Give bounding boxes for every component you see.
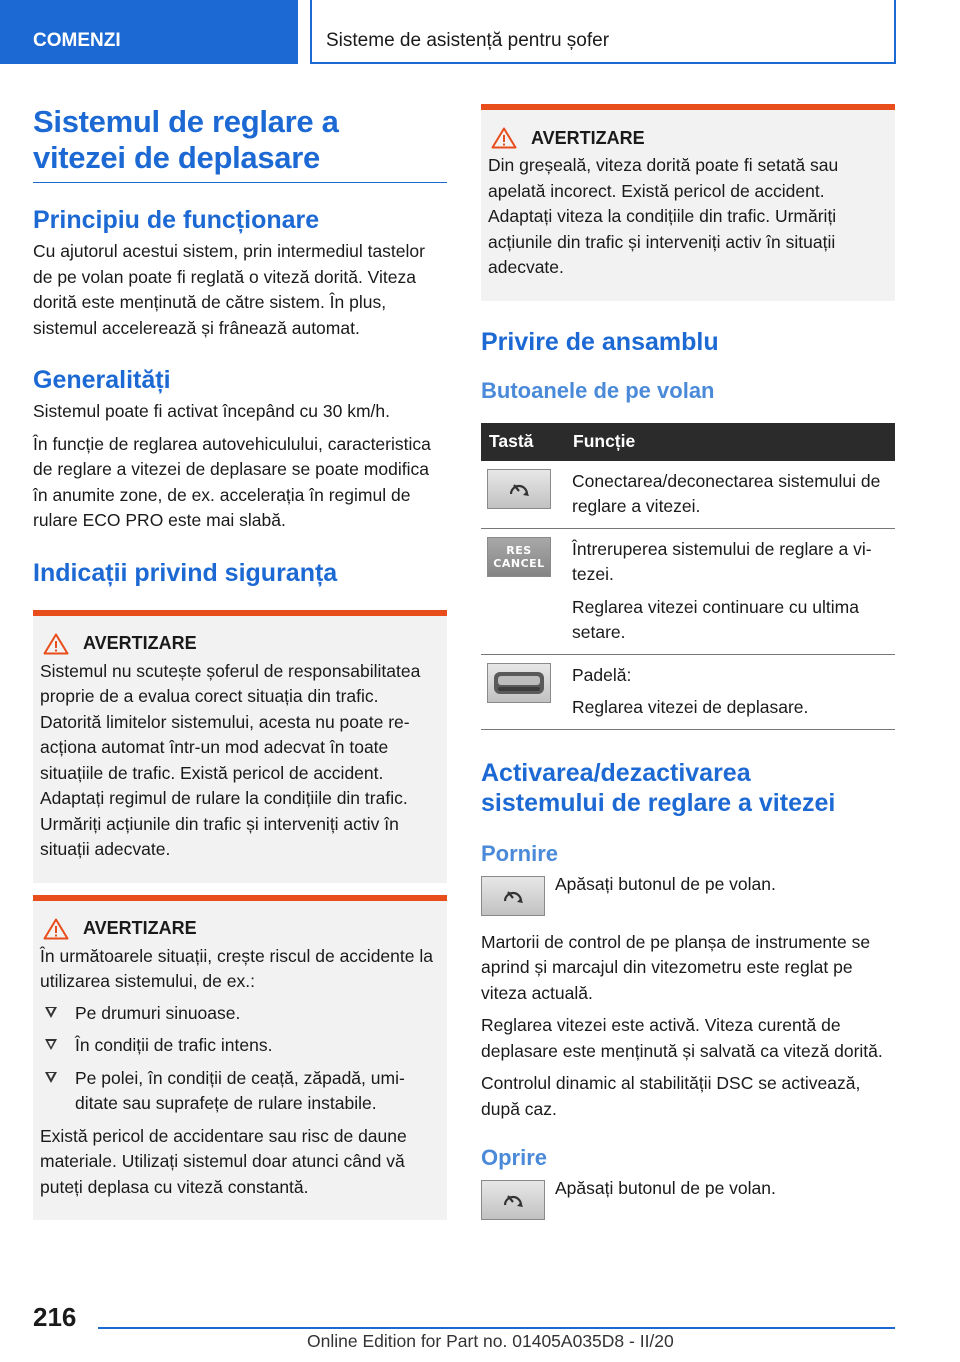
list-item-text: În condiții de trafic intens. [75,1035,273,1055]
warning-text: Din greșeală, viteza dorită poate fi setată sau apelată incorect. Există pericol de accident. Adaptați viteza la condițiile din trafic. Urmăriți acțiunile din trafic și interveniți activ în situații adecvate. [488,155,839,277]
pornire-button-row [481,873,895,916]
right-column [481,104,895,1220]
generalitati-text-1: Sistemul poate fi activat începând cu 30 km/h. [33,401,390,421]
cruise-control-icon [500,885,526,907]
table-row [481,654,895,729]
page-title [33,104,447,183]
footer-divider [98,1327,895,1329]
section-tab[interactable]: COMENZI [0,0,298,64]
rocker-button-image [487,663,551,703]
col-key-header: Tastă [481,423,565,461]
row2-text-2: Reglarea vitezei continuare cu ultima setare. [572,596,859,642]
keys-table [481,423,895,730]
cruise-button-image [481,1180,545,1220]
page-title-line2: vitezei de deplasare [33,140,320,175]
warning-text: Sistemul nu scutește șoferul de responsabilitatea proprie de a evalua corect situația din trafic. Datorită limitelor sistemului, acesta nu poate reacționa automat într-un mod adecvat în toate situațiile de trafic. Există pericol de accident. Adaptați regimul de rulare la condițiile din trafic. Urmăriți acțiunile din trafic și interveniți activ în situații adecvate. [40,660,421,859]
res-cancel-button-icon [487,537,551,577]
warning-intro: În următoarele situații, crește riscul de accidente la utilizarea sistemului, de ex.: [40,945,433,991]
warning-outro: Există pericol de accidentare sau risc de daune materiale. Utilizați sistemul doar atunci când vă puteți deplasa cu viteză constantă. [40,1125,407,1197]
pornire-button-text: Apăsați butonul de pe volan. [555,873,776,894]
cruise-control-icon [500,1189,526,1211]
warning-header [40,633,440,655]
cruise-button-image [487,469,551,509]
page-title-line1: Sistemul de reglare a [33,104,339,139]
warning-triangle-icon [43,918,69,940]
triangle-bullet-icon [45,1072,57,1083]
butoane-heading: Butoanele de pe volan [481,377,715,403]
principiu-heading: Principiu de funcționare [33,206,320,234]
cruise-control-icon [506,478,532,500]
triangle-bullet-icon [45,1039,57,1050]
warning-list [40,1001,440,1117]
cruise-button-image [481,876,545,916]
activare-heading-line1: Activarea/dezactivarea [481,758,751,787]
triangle-bullet-icon [45,1007,57,1018]
warning-triangle-icon [491,127,517,149]
list-item [40,1033,440,1059]
oprire-button-row [481,1180,895,1220]
oprire-button-text: Apăsați butonul de pe volan. [555,1178,776,1198]
principiu-text: Cu ajutorul acestui sistem, prin intermediul tastelor de pe volan poate fi reglată o viteză dorită. Viteza dorită este menținută de către sistem. În plus, sistemul accelerează și frânează automat. [33,241,425,338]
warning-box-3 [481,104,895,301]
left-column [33,104,447,1220]
activare-heading [481,758,895,818]
warning-box-2 [33,895,447,1221]
warning-label: AVERTIZARE [531,127,645,148]
pornire-text-1: Martorii de control de pe planșa de instrumente se aprind și marcajul din vitezometru este reglat pe viteza actuală. [481,931,871,1003]
col-func-header: Funcție [565,423,895,461]
list-item [40,1066,440,1117]
rocker-switch-icon [491,668,547,698]
warning-box-1 [33,610,447,883]
list-item [40,1001,440,1027]
warning-header [488,127,888,149]
row2-text-1: Întreruperea sistemului de reglare a vitezei. [572,538,872,584]
table-row [481,528,895,654]
oprire-heading: Oprire [481,1145,548,1170]
pornire-text-3: Controlul dinamic al stabilității DSC se activează, după caz. [481,1073,861,1119]
pornire-heading: Pornire [481,840,559,866]
privire-heading: Privire de ansamblu [481,327,719,356]
generalitati-heading: Generalități [33,366,171,394]
footer-edition: Online Edition for Part no. 01405A035D8 - II/20 [307,1331,674,1351]
chapter-title: Sisteme de asistență pentru șofer [310,0,896,64]
warning-triangle-icon [43,633,69,655]
table-row [481,461,895,529]
warning-label: AVERTIZARE [83,633,197,653]
siguranta-heading: Indicații privind siguranța [33,558,338,587]
warning-label: AVERTIZARE [83,918,197,938]
list-item-text: Pe drumuri sinuoase. [75,1002,241,1023]
res-label: RES [506,543,532,557]
activare-heading-line2: sistemului de reglare a vitezei [481,788,836,817]
row3-text-1: Padelă: [572,664,632,685]
row3-text-2: Reglarea vitezei de deplasare. [572,697,809,717]
pornire-text-2: Reglarea vitezei este activă. Viteza curentă de deplasare este menținută și salvată ca viteză dorită. [481,1015,883,1061]
table-header-row [481,423,895,461]
row1-text: Conectarea/deconectarea sistemului de reglare a vitezei. [572,470,881,516]
cancel-label: CANCEL [493,556,545,570]
warning-header [40,918,440,940]
page-number: 216 [33,1302,77,1332]
list-item-text: Pe polei, în condiții de ceață, zăpadă, umiditate sau suprafețe de rulare instabile. [75,1067,405,1113]
generalitati-text-2: În funcție de reglarea autovehiculului, caracteristica de reglare a vitezei de deplasare se poate modifica în anumite zone, de ex. accelerația în regimul de rulare ECO PRO este mai slabă. [33,433,431,530]
